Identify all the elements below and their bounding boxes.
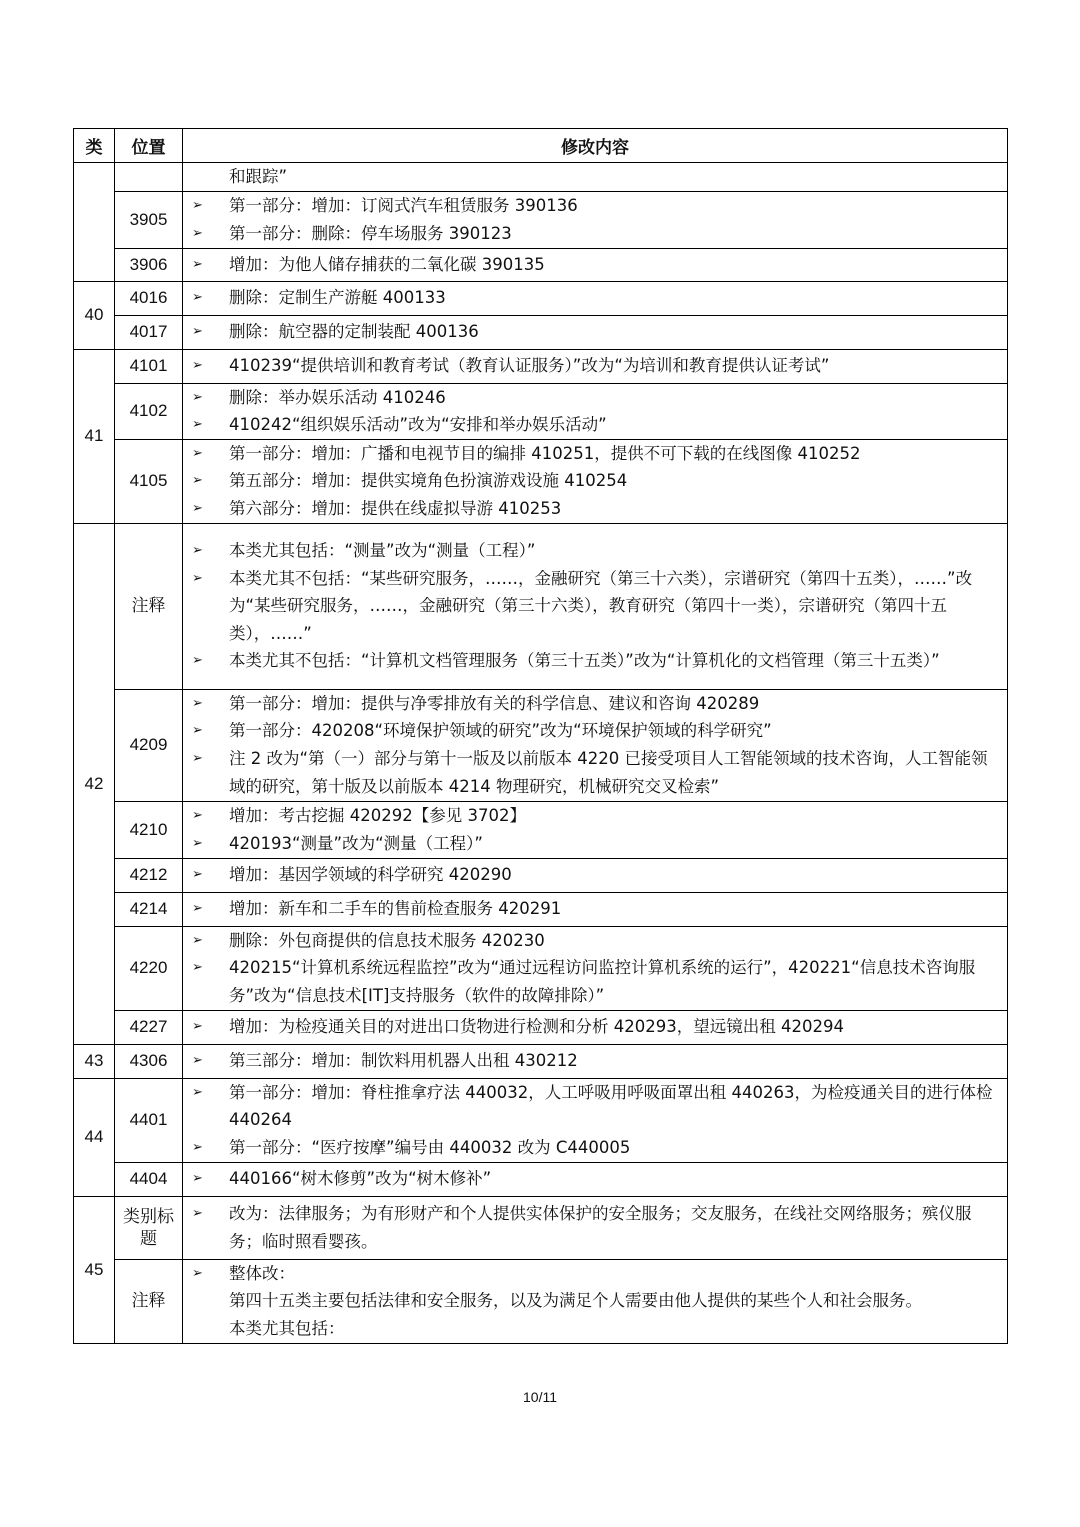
bullet-arrow-icon: ➢	[192, 445, 203, 461]
content-cell	[183, 281, 1008, 315]
content-line	[183, 251, 1007, 279]
position-cell: 4102	[115, 383, 183, 439]
content-text: 第五部分：增加：提供实境角色扮演游戏设施 410254	[229, 471, 628, 491]
table-row	[74, 801, 1008, 858]
bullet-arrow-icon: ➢	[192, 1019, 203, 1035]
content-cell	[183, 926, 1008, 1010]
position-cell: 4401	[115, 1078, 183, 1162]
position-cell: 4105	[115, 439, 183, 523]
content-cell	[183, 1044, 1008, 1078]
content-line	[183, 537, 1007, 565]
content-line	[183, 1047, 1007, 1075]
position-cell: 注释	[115, 1259, 183, 1343]
bullet-arrow-icon: ➢	[192, 324, 203, 340]
content-text: 注 2 改为“第（一）部分与第十一版及以前版本 4220 已接受项目人工智能领域的技术咨询，人工智能领域的研究，第十版及以前版本 4214 物理研究，机械研究交叉检索”	[229, 749, 988, 796]
table-row	[74, 248, 1008, 281]
position-cell: 注释	[115, 523, 183, 689]
header-content: 修改内容	[183, 129, 1008, 163]
bullet-arrow-icon: ➢	[192, 198, 203, 213]
position-cell: 4101	[115, 349, 183, 383]
content-cell	[183, 1259, 1008, 1343]
content-text: 410242“组织娱乐活动”改为“安排和举办娱乐活动”	[229, 415, 607, 435]
content-text: 删除：定制生产游艇 400133	[229, 288, 446, 308]
content-text: 和跟踪”	[229, 167, 288, 186]
position-cell: 类别标题	[115, 1196, 183, 1259]
content-line	[183, 717, 1007, 745]
content-line	[183, 440, 1007, 468]
bullet-arrow-icon: ➢	[192, 653, 203, 669]
bullet-arrow-icon: ➢	[192, 225, 203, 241]
table-row	[74, 163, 1008, 192]
content-line	[183, 802, 1007, 830]
table-row	[74, 349, 1008, 383]
table-row	[74, 281, 1008, 315]
category-cell: 43	[74, 1044, 115, 1078]
content-cell	[183, 1196, 1008, 1259]
bullet-arrow-icon: ➢	[192, 473, 203, 489]
content-line	[183, 411, 1007, 439]
bullet-arrow-icon: ➢	[192, 1265, 203, 1281]
content-text: 增加：为他人储存捕获的二氧化碳 390135	[229, 254, 545, 274]
content-cell	[183, 315, 1008, 349]
bullet-arrow-icon: ➢	[192, 901, 203, 917]
content-line	[183, 1200, 1007, 1255]
category-cell	[74, 163, 115, 282]
header-row	[74, 129, 1008, 163]
content-text: 420215“计算机系统远程监控”改为“通过远程访问监控计算机系统的运行”，420221“信息技术咨询服务”改为“信息技术[IT]支持服务（软件的故障排除）”	[229, 958, 976, 1005]
table-row	[74, 1196, 1008, 1259]
table-row	[74, 1162, 1008, 1196]
table-body	[74, 163, 1008, 1344]
bullet-arrow-icon: ➢	[192, 1084, 203, 1100]
content-cell	[183, 163, 1008, 192]
content-text: 删除：举办娱乐活动 410246	[229, 387, 446, 407]
table-row	[74, 383, 1008, 439]
bullet-arrow-icon: ➢	[192, 290, 203, 306]
amendment-table	[73, 128, 1008, 1344]
position-cell: 4210	[115, 801, 183, 858]
bullet-arrow-icon: ➢	[192, 751, 203, 767]
content-line	[183, 284, 1007, 312]
content-line	[183, 220, 1007, 248]
content-cell	[183, 248, 1008, 281]
content-cell	[183, 801, 1008, 858]
content-line	[183, 954, 1007, 1009]
table-row	[74, 858, 1008, 892]
bullet-arrow-icon: ➢	[192, 543, 203, 559]
category-cell: 44	[74, 1078, 115, 1196]
content-line	[183, 1165, 1007, 1193]
position-cell: 4209	[115, 689, 183, 801]
content-text: 本类尤其包括：	[229, 1318, 345, 1338]
content-line	[183, 647, 1007, 675]
content-text: 删除：外包商提供的信息技术服务 420230	[229, 930, 545, 950]
bullet-arrow-icon: ➢	[192, 835, 203, 851]
content-line	[183, 192, 1007, 220]
content-text: 第一部分：增加：脊柱推拿疗法 440032，人工呼吸用呼吸面罩出租 440263，为检疫通关目的进行体检 440264	[229, 1082, 993, 1130]
content-line	[183, 467, 1007, 495]
content-text: 410239“提供培训和教育考试（教育认证服务）”改为“为培训和教育提供认证考试”	[229, 356, 830, 376]
content-cell	[183, 892, 1008, 926]
bullet-arrow-icon: ➢	[192, 695, 203, 711]
bullet-arrow-icon: ➢	[192, 807, 203, 823]
content-line	[183, 1260, 1007, 1288]
position-cell: 4404	[115, 1162, 183, 1196]
category-cell: 42	[74, 523, 115, 1044]
category-cell: 41	[74, 349, 115, 523]
content-cell	[183, 439, 1008, 523]
content-line	[183, 384, 1007, 412]
bullet-arrow-icon: ➢	[192, 960, 203, 976]
content-line	[183, 1315, 1007, 1343]
position-cell: 4214	[115, 892, 183, 926]
category-cell: 40	[74, 281, 115, 349]
content-line	[183, 861, 1007, 889]
content-text: 增加：考古挖掘 420292【参见 3702】	[229, 805, 526, 825]
table-row	[74, 892, 1008, 926]
content-cell	[183, 1010, 1008, 1044]
content-text: 改为：法律服务；为有形财产和个人提供实体保护的安全服务；交友服务，在线社交网络服务；殡仪服务；临时照看婴孩。	[229, 1203, 972, 1251]
position-cell: 4220	[115, 926, 183, 1010]
table-row	[74, 1010, 1008, 1044]
table-row	[74, 1078, 1008, 1162]
position-cell: 4016	[115, 281, 183, 315]
table-row	[74, 1259, 1008, 1343]
content-cell	[183, 689, 1008, 801]
position-cell: 4227	[115, 1010, 183, 1044]
content-line	[183, 690, 1007, 718]
bullet-arrow-icon: ➢	[192, 1171, 203, 1187]
table-row	[74, 439, 1008, 523]
content-text: 整体改：	[229, 1263, 295, 1283]
bullet-arrow-icon: ➢	[192, 389, 203, 405]
content-line	[183, 895, 1007, 923]
content-line	[183, 565, 1007, 648]
table-row	[74, 689, 1008, 801]
position-cell: 3906	[115, 248, 183, 281]
content-text: 删除：航空器的定制装配 400136	[229, 322, 479, 342]
position-cell: 4212	[115, 858, 183, 892]
bullet-arrow-icon: ➢	[192, 723, 203, 739]
content-line	[183, 1134, 1007, 1162]
content-line	[183, 1013, 1007, 1041]
content-text: 第一部分：增加：订阅式汽车租赁服务 390136	[229, 196, 578, 215]
table-row	[74, 523, 1008, 689]
content-text: 第一部分：增加：广播和电视节目的编排 410251，提供不可下载的在线图像 410252	[229, 443, 861, 463]
content-text: 本类尤其不包括：“某些研究服务，……，金融研究（第三十六类），宗谱研究（第四十五类），……”改为“某些研究服务，……，金融研究（第三十六类），教育研究（第四十一类），宗谱研究（第四十五类），……”	[229, 568, 973, 643]
content-text: 第一部分：420208“环境保护领域的研究”改为“环境保护领域的科学研究”	[229, 721, 772, 741]
content-cell	[183, 1162, 1008, 1196]
content-line	[183, 163, 1007, 191]
content-cell	[183, 1078, 1008, 1162]
table-row	[74, 315, 1008, 349]
bullet-arrow-icon: ➢	[192, 1053, 203, 1069]
content-cell	[183, 191, 1008, 248]
bullet-arrow-icon: ➢	[192, 500, 203, 516]
content-line	[183, 318, 1007, 346]
content-text: 第一部分：删除：停车场服务 390123	[229, 223, 512, 243]
bullet-arrow-icon: ➢	[192, 867, 203, 883]
position-cell: 3905	[115, 191, 183, 248]
bullet-arrow-icon: ➢	[192, 256, 203, 272]
content-text: 420193“测量”改为“测量（工程）”	[229, 833, 483, 853]
bullet-arrow-icon: ➢	[192, 1205, 203, 1221]
content-text: 第一部分：增加：提供与净零排放有关的科学信息、建议和咨询 420289	[229, 693, 760, 713]
bullet-arrow-icon: ➢	[192, 932, 203, 948]
content-text: 增加：基因学领域的科学研究 420290	[229, 865, 512, 885]
table-row	[74, 191, 1008, 248]
header-category: 类	[74, 129, 115, 163]
table-row	[74, 1044, 1008, 1078]
content-text: 本类尤其包括：“测量”改为“测量（工程）”	[229, 541, 536, 561]
content-text: 第六部分：增加：提供在线虚拟导游 410253	[229, 498, 562, 518]
bullet-arrow-icon: ➢	[192, 570, 203, 586]
content-text: 本类尤其不包括：“计算机文档管理服务（第三十五类）”改为“计算机化的文档管理（第三十五类）”	[229, 651, 940, 671]
position-cell	[115, 163, 183, 192]
content-line	[183, 830, 1007, 858]
content-cell	[183, 858, 1008, 892]
content-line	[183, 927, 1007, 955]
content-cell	[183, 349, 1008, 383]
content-line	[183, 352, 1007, 380]
page-number: 10/11	[523, 1389, 557, 1405]
content-text: 440166“树木修剪”改为“树木修补”	[229, 1169, 492, 1189]
content-text: 第三部分：增加：制饮料用机器人出租 430212	[229, 1051, 578, 1071]
content-cell	[183, 383, 1008, 439]
position-cell: 4306	[115, 1044, 183, 1078]
header-position: 位置	[115, 129, 183, 163]
content-text: 第一部分：“医疗按摩”编号由 440032 改为 C440005	[229, 1137, 631, 1157]
table-row	[74, 926, 1008, 1010]
content-text: 第四十五类主要包括法律和安全服务，以及为满足个人需要由他人提供的某些个人和社会服务。	[229, 1291, 922, 1311]
content-line	[183, 1287, 1007, 1315]
bullet-arrow-icon: ➢	[192, 358, 203, 374]
content-text: 增加：为检疫通关目的对进出口货物进行检测和分析 420293，望远镜出租 420294	[229, 1017, 844, 1037]
content-line	[183, 495, 1007, 523]
content-line	[183, 1079, 1007, 1134]
content-cell	[183, 523, 1008, 689]
position-cell: 4017	[115, 315, 183, 349]
bullet-arrow-icon: ➢	[192, 1139, 203, 1155]
content-line	[183, 745, 1007, 800]
category-cell: 45	[74, 1196, 115, 1343]
bullet-arrow-icon: ➢	[192, 417, 203, 433]
content-text: 增加：新车和二手车的售前检查服务 420291	[229, 899, 562, 919]
